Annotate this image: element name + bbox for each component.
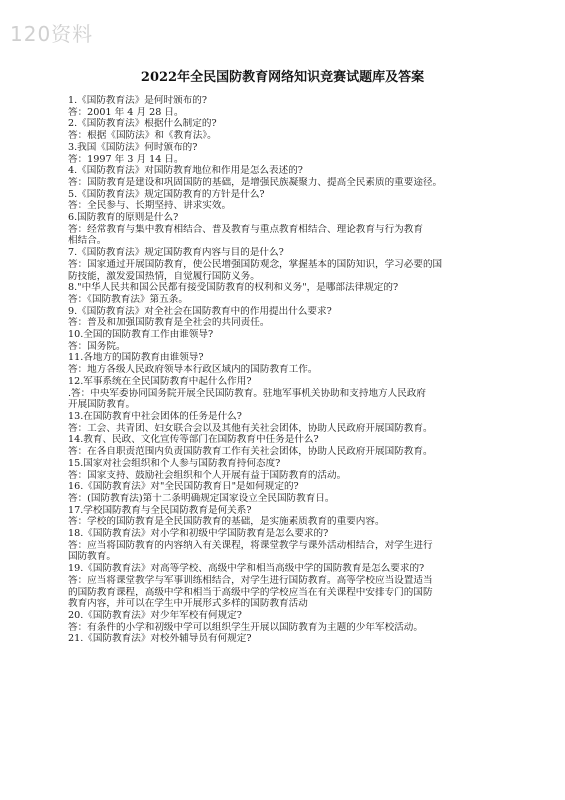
- text-line: 答：根据《国防法》和《教育法》。: [68, 130, 217, 142]
- document-title: 2022年全民国防教育网络知识竞赛试题库及答案: [140, 70, 425, 85]
- text-line: 6.国防教育的原则是什么?: [68, 212, 179, 224]
- text-line: 防技能，激发爱国热情，自觉履行国防义务。: [68, 270, 260, 282]
- text-line: 18.《国防教育法》对小学和初级中学国防教育是怎么要求的?: [68, 528, 329, 540]
- text-line: 13.在国防教育中社会团体的任务是什么?: [68, 410, 242, 422]
- text-line: 3.我国《国防法》何时颁布的?: [68, 141, 198, 153]
- text-line: 答：应当将课堂教学与军事训练相结合，对学生进行国防教育。高等学校应当设置适当: [68, 574, 433, 586]
- text-line: 14.教育、民政、文化宣传等部门在国防教育中任务是什么?: [68, 434, 319, 446]
- text-line: 7.《国防教育法》规定国防教育内容与目的是什么?: [68, 247, 284, 259]
- text-line: 答：在各自职责范围内负责国防教育工作有关社会团体，协助人民政府开展国防教育。: [68, 446, 433, 458]
- text-line: 21.《国防教育法》对校外辅导员有何规定?: [68, 633, 252, 645]
- text-line: 答：国家通过开展国防教育，使公民增强国防观念，掌握基本的国防知识，学习必要的国: [68, 258, 443, 270]
- text-line: 答：地方各级人民政府领导本行政区域内的国防教育工作。: [68, 364, 318, 376]
- text-line: 答：有条件的小学和初级中学可以组织学生开展以国防教育为主题的少年军校活动。: [68, 621, 423, 633]
- text-line: 答：普及和加强国防教育是全社会的共同责任。: [68, 317, 270, 329]
- text-line: 相结合。: [68, 235, 107, 247]
- text-line: 答：国务院。: [68, 340, 126, 352]
- text-line: 1.《国防教育法》是何时颁布的?: [68, 95, 208, 106]
- text-line: 11.各地方的国防教育由谁领导?: [68, 352, 204, 364]
- text-line: 的国防教育课程，高级中学和相当于高级中学的学校应当在有关课程中安排专门的国防: [68, 586, 433, 598]
- text-line: 答：1997 年 3 月 14 日。: [68, 153, 184, 165]
- text-line: 教育内容，并可以在学生中开展形式多样的国防教育活动: [68, 598, 308, 610]
- watermark-logo: 120资料: [10, 22, 94, 46]
- text-line: 答：全民参与、长期坚持、讲求实效。: [68, 200, 232, 212]
- text-line: 12.军事系统在全民国防教育中起什么作用?: [68, 375, 252, 387]
- text-line: 答：工会、共青团、妇女联合会以及其他有关社会团体，协助人民政府开展国防教育。: [68, 422, 433, 434]
- qa-list: [68, 95, 508, 645]
- text-line: .答：中央军委协同国务院开展全民国防教育。驻地军事机关协助和支持地方人民政府: [68, 387, 427, 399]
- text-line: 答：应当将国防教育的内容纳入有关课程，将课堂教学与课外活动相结合，对学生进行: [68, 539, 433, 551]
- text-line: 15.国家对社会组织和个人参与国防教育持何态度?: [68, 457, 281, 469]
- text-line: 答：2001 年 4 月 28 日。: [68, 106, 184, 118]
- text-line: 10.全国的国防教育工作由谁领导?: [68, 329, 214, 341]
- text-line: 答：《国防教育法》第五条。: [68, 293, 188, 305]
- text-line: 19.《国防教育法》对高等学校、高级中学和相当高级中学的国防教育是怎么要求的?: [68, 563, 425, 575]
- text-line: 4.《国防教育法》对国防教育地位和作用是怎么表述的?: [68, 165, 303, 177]
- text-line: 答：国家支持、鼓励社会组织和个人开展有益于国防教育的活动。: [68, 469, 347, 481]
- text-line: 16.《国防教育法》对"全民国防教育日"是如何规定的?: [68, 481, 299, 493]
- text-line: 8."中华人民共和国公民都有接受国防教育的权利和义务"，是哪部法律规定的?: [68, 282, 399, 294]
- text-line: 国防教育。: [68, 551, 116, 563]
- text-line: 答：国防教育是建设和巩固国防的基础，是增强民族凝聚力、提高全民素质的重要途径。: [68, 176, 443, 188]
- text-line: 答：学校的国防教育是全民国防教育的基础，是实施素质教育的重要内容。: [68, 516, 385, 528]
- text-line: 答：经常教育与集中教育相结合、普及教育与重点教育相结合、理论教育与行为教育: [68, 223, 423, 235]
- text-line: 20.《国防教育法》对少年军校有何规定?: [68, 609, 242, 621]
- text-line: 2.《国防教育法》根据什么制定的?: [68, 118, 217, 130]
- text-line: 17.学校国防教育与全民国防教育是何关系?: [68, 504, 252, 516]
- text-line: 9.《国防教育法》对全社会在国防教育中的作用提出什么要求?: [68, 305, 332, 317]
- text-line: 答：(国防教育法)第十二条明确规定国家设立全民国防教育日。: [68, 492, 335, 504]
- text-line: 开展国防教育。: [68, 399, 136, 411]
- text-line: 5.《国防教育法》规定国防教育的方针是什么?: [68, 188, 265, 200]
